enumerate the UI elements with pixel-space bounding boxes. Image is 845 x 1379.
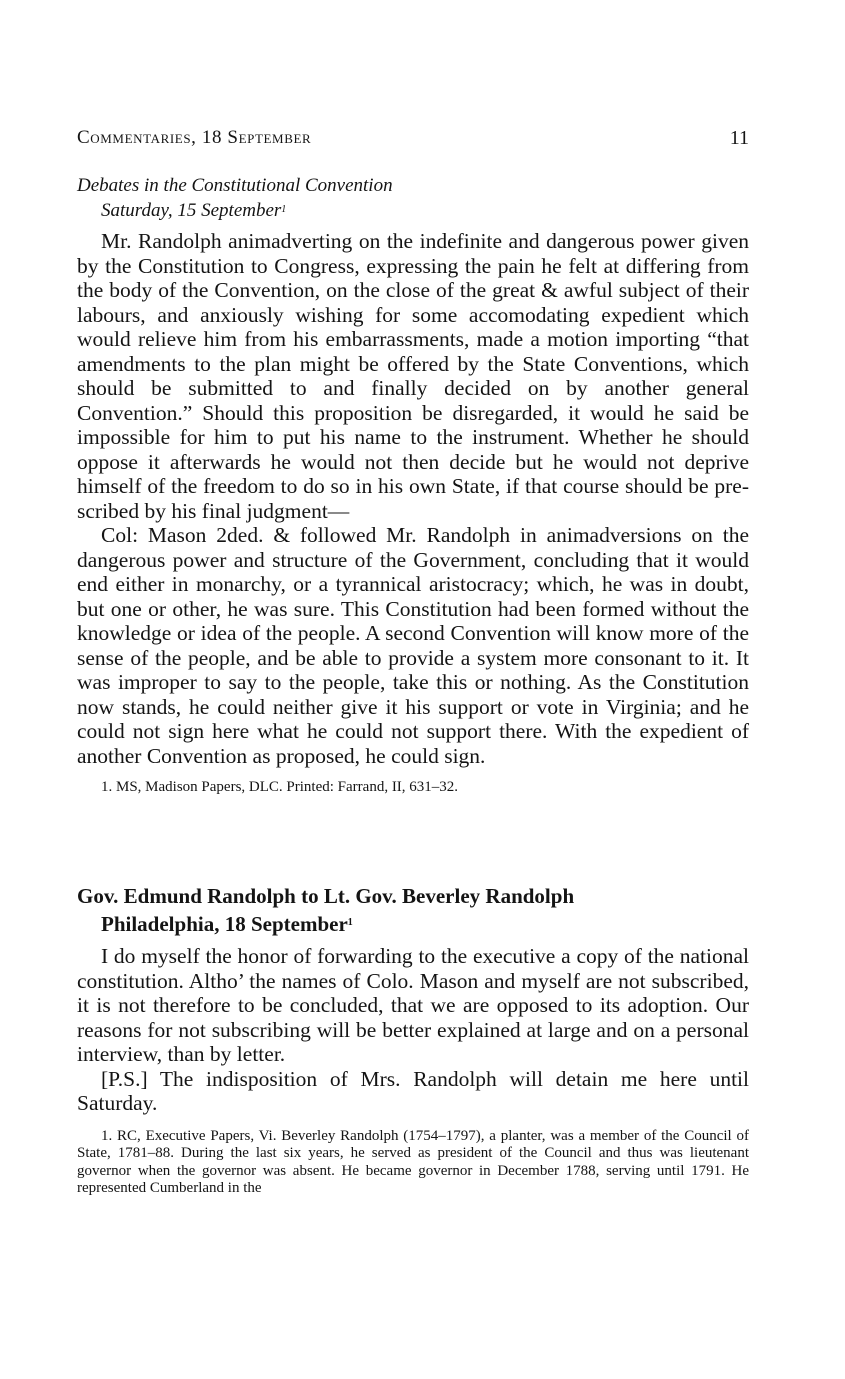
paragraph-letter-body: I do myself the honor of forwarding to the executive a copy of the national constitution. Altho’ the names of Colo. Mason and myself are not subscribed, it is not therefore to be concluded, that we are opposed to its adoption. Our reasons for not subscribing will be better explained at large and on a personal interview, than by letter. [77,944,749,1066]
footnote-marker: 1 [347,917,353,928]
heading-line-2 [77,198,749,223]
section-heading [77,882,749,938]
footnote: 1. MS, Madison Papers, DLC. Printed: Farrand, II, 631–32. [101,779,459,795]
heading-date: Saturday, 15 September [101,200,282,221]
heading-line-1: Gov. Edmund Randolph to Lt. Gov. Beverley Randolph [77,884,575,908]
page-number: 11 [729,127,749,149]
heading-line-2 [77,910,749,938]
page-header [77,124,749,152]
footnote-marker: 1 [281,204,287,215]
heading-line-1: Debates in the Constitutional Convention [77,175,393,196]
randolph-letter-section [77,882,749,1198]
convention-debates-section [77,173,749,797]
footnote: 1. RC, Executive Papers, Vi. Beverley Randolph (1754–1797), a planter, was a member of the Council of State, 1781–88. During the last six years, he served as president of the Council and thus was lieutenant governor when the governor was absent. He became governor in December 1788, serving until 1791. He represented Cumberland in the [77,1127,749,1196]
paragraph-postscript: [P.S.] The indisposition of Mrs. Randolph will detain me here until Saturday. [77,1066,749,1115]
paragraph-mason-remarks: Col: Mason 2ded. & followed Mr. Randolph in animadversions on the dangerous power and structure of the Government, concluding that it would end either in monarchy, or a tyrannical aristocracy; which, he was in doubt, but one or other, he was sure. This Constitution had been formed without the knowledge or idea of the people. A second Convention will know more of the sense of the people, and be able to provide a system more consonant to it. It was improper to say to the people, take this or nothing. As the Constitution now stands, he could neither give it his support or vote in Virginia; and he could not sign here what he could not support there. With the expedient of another Convention as proposed, he could sign. [77,523,749,768]
heading-place-date: Philadelphia, 18 September [101,912,348,936]
section-heading [77,173,749,223]
running-head: Commentaries, 18 September [77,127,312,148]
paragraph-randolph-motion: Mr. Randolph animadverting on the indefinite and dangerous power given by the Constitution to Congress, expressing the pain he felt at differing from the body of the Convention, on the close of the great & awful subject of their labours, and anxiously wishing for some accomodating expedient which would relieve him from his embarrassments, made a motion importing “that amendments to the plan might be offered by the State Conventions, which should be submitted to and finally decided on by another general Convention.” Should this proposition be disregarded, it would he said be impossible for him to put his name to the instrument. Whether he should oppose it afterwards he would not then decide but he would not deprive himself of the freedom to do so in his own State, if that course should be prescribed by his final judgment— [77,229,749,523]
